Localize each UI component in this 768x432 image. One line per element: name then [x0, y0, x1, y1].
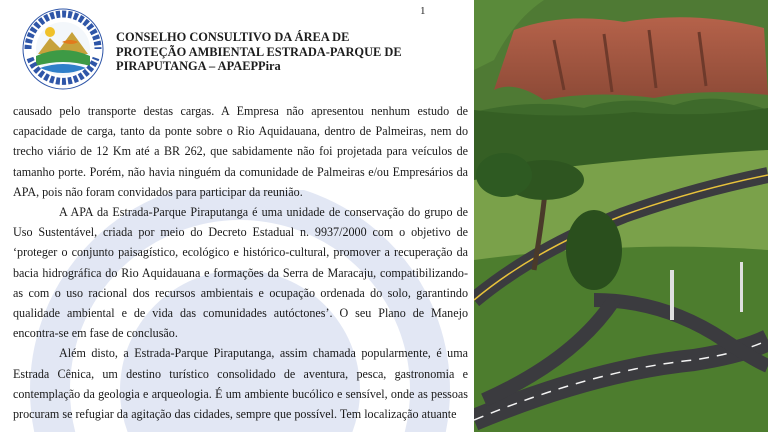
paragraph-2: A APA da Estrada-Parque Piraputanga é uma unidade de conservação do grupo de Uso Sustentável, criada por meio do Decreto Estadual n. 9937/2000 com o objetivo de ‘proteger o conjunto paisagístico, ecológico e histórico-cultural, promover a recuperação da bacia hidrográfica do Rio Aquidauana e formações da Serra de Maracaju, compatibilizando-as com o uso racional dos recursos ambientais e ocupação ordenada do solo, garantindo qualidade ambiental e de vida das comunidades autóctones’. O seu Plano de Manejo encontra-se em fase de conclusão.	[13, 205, 468, 341]
document-body	[13, 101, 468, 424]
organization-title	[116, 30, 412, 74]
landscape-photo	[474, 0, 768, 432]
document-header	[0, 0, 474, 96]
org-title-line-1: CONSELHO CONSULTIVO DA ÁREA DE	[116, 30, 350, 44]
paragraph-3: Além disto, a Estrada-Parque Piraputanga, assim chamada popularmente, é uma Estrada Cênica, um destino turístico consolidado de aventura, pesca, gastronomia e contemplação da geologia e arqueologia. É um ambiente bucólico e sensível, onde as pessoas procuram se refugiar da agitação das cidades, sempre que possível. Tem localização atuante	[13, 346, 468, 422]
org-title-line-3: PIRAPUTANGA – APAEPPira	[116, 59, 281, 74]
apa-logo	[22, 8, 104, 90]
org-title-line-2: PROTEÇÃO AMBIENTAL ESTRADA-PARQUE DE	[116, 44, 402, 59]
page-number: 1	[420, 5, 426, 17]
paragraph-1: causado pelo transporte destas cargas. A Empresa não apresentou nenhum estudo de capacidade de carga, tanto da ponte sobre o Rio Aquidauana, dentro de Palmeiras, nem do trecho viário de 12 Km até a BR 262, que sabidamente não foi projetada para veículos de tamanho porte. Porém, não havia ninguém da comunidade de Palmeiras e/ou Empresários da APA, pois não foram convidados para participar da reunião.	[13, 104, 468, 199]
